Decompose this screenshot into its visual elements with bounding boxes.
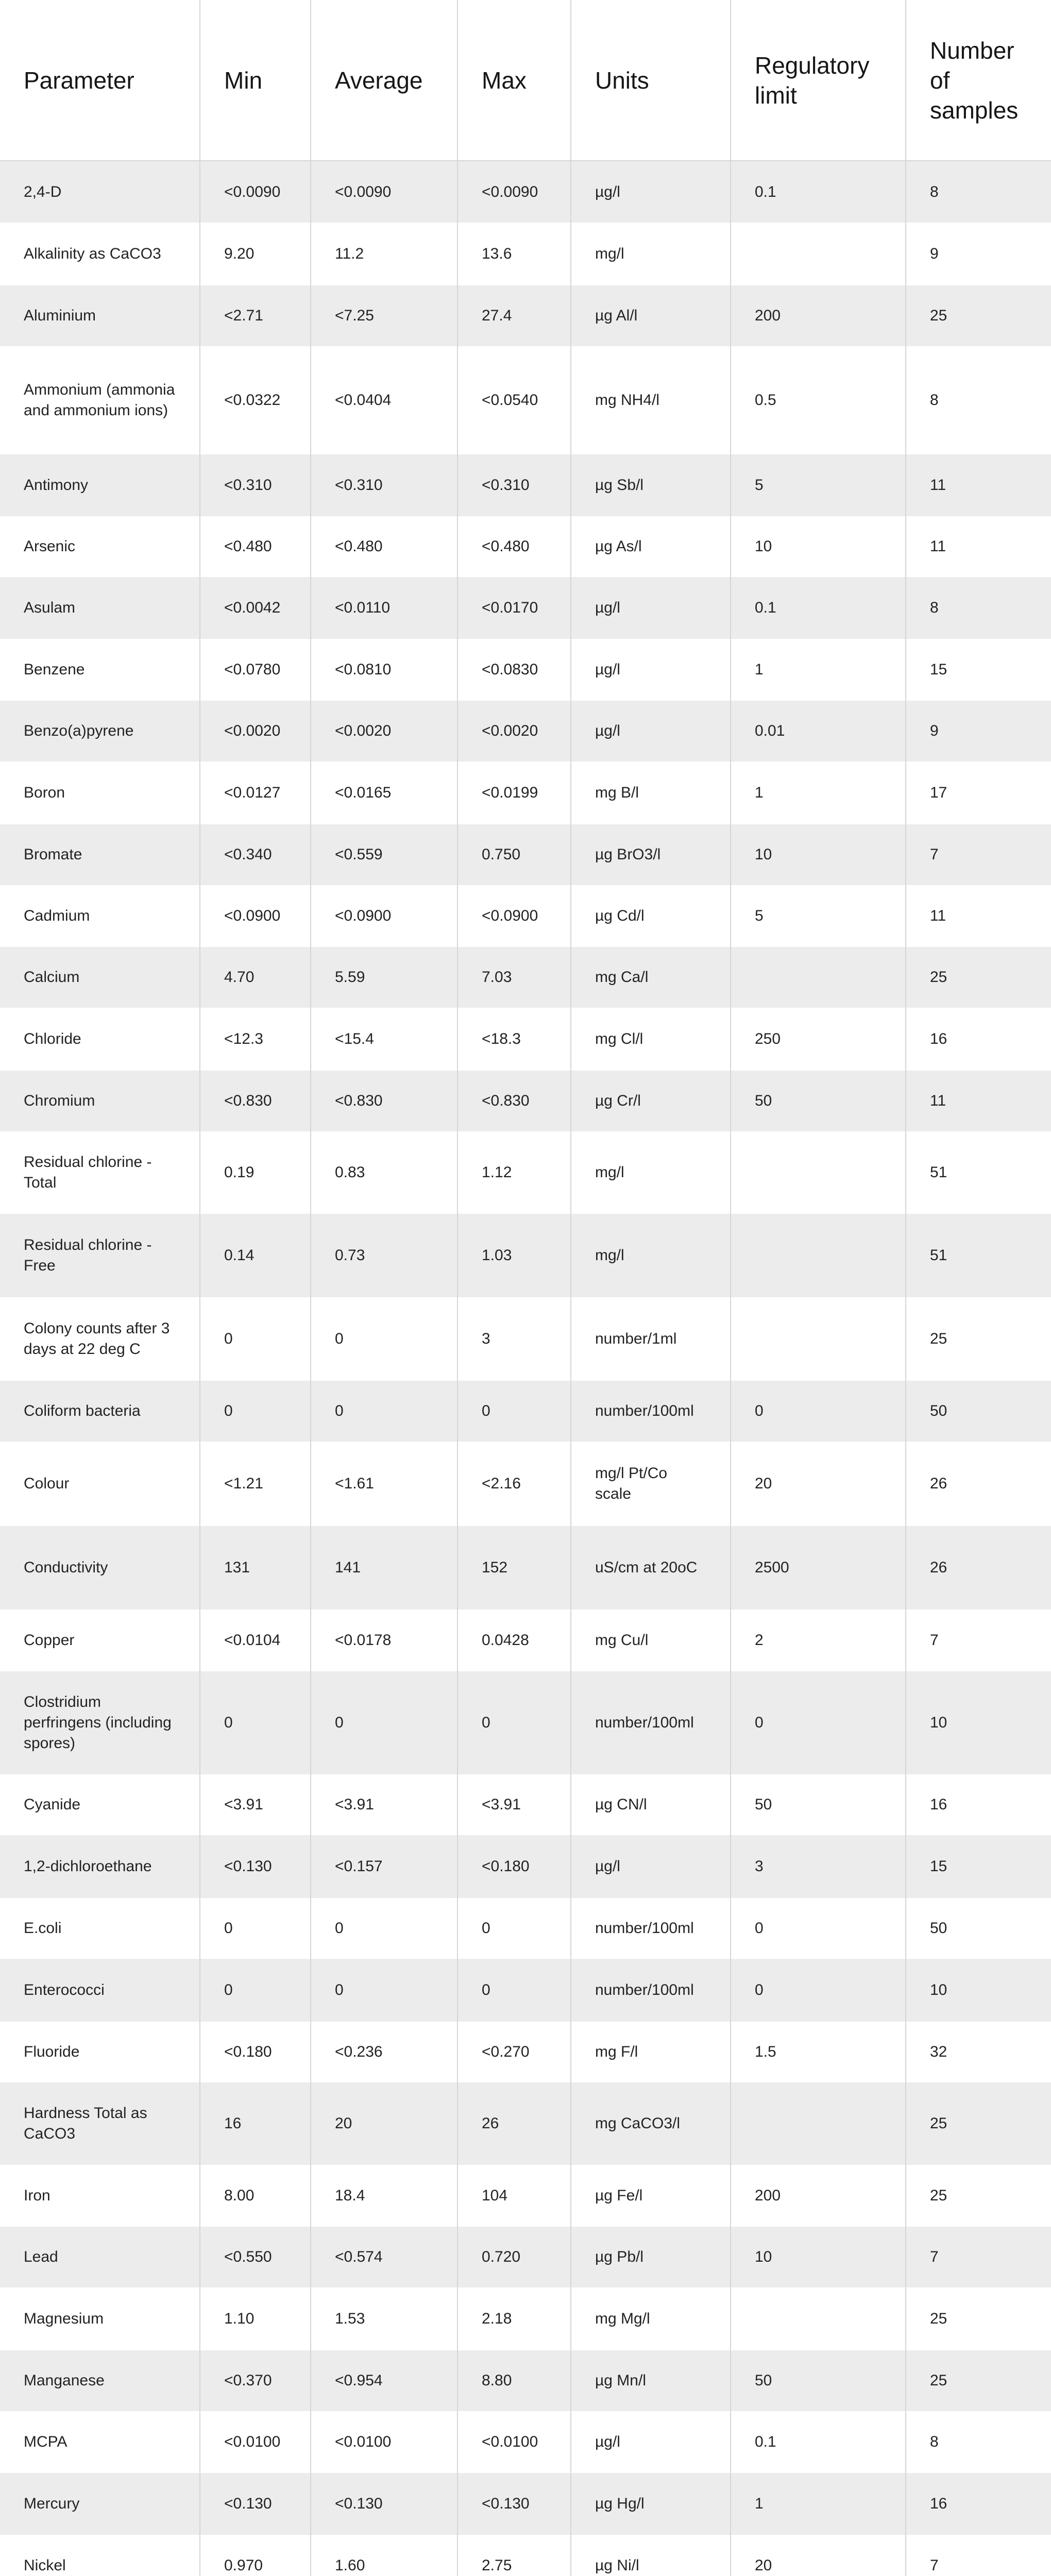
cell-regulatory-limit: 2: [731, 1609, 906, 1671]
cell-units: number/100ml: [571, 1959, 731, 2022]
table-row: [0, 1609, 1051, 1671]
cell-parameter: Lead: [0, 2227, 200, 2287]
cell-max: <0.130: [457, 2473, 571, 2535]
cell-min: 131: [200, 1526, 311, 1609]
cell-min: <0.0322: [200, 346, 311, 454]
cell-parameter: Benzo(a)pyrene: [0, 701, 200, 761]
cell-parameter: Residual chlorine - Total: [0, 1131, 200, 1214]
cell-average: <0.559: [311, 824, 457, 885]
cell-max: <0.0830: [457, 639, 571, 701]
table-row: [0, 2082, 1051, 2165]
cell-parameter: Colour: [0, 1442, 200, 1526]
cell-number-of-samples: 50: [906, 1381, 1051, 1442]
cell-regulatory-limit: 1: [731, 761, 906, 824]
table-row: [0, 639, 1051, 701]
cell-regulatory-limit: 250: [731, 1008, 906, 1071]
cell-max: 27.4: [457, 285, 571, 346]
cell-number-of-samples: 25: [906, 2082, 1051, 2165]
table-row: [0, 223, 1051, 285]
cell-regulatory-limit: 0.01: [731, 701, 906, 761]
cell-parameter: Mercury: [0, 2473, 200, 2535]
cell-min: 0: [200, 1381, 311, 1442]
cell-parameter: Colony counts after 3 days at 22 deg C: [0, 1297, 200, 1381]
cell-parameter: Clostridium perfringens (including spores): [0, 1671, 200, 1774]
cell-units: number/100ml: [571, 1381, 731, 1442]
cell-units: number/100ml: [571, 1671, 731, 1774]
cell-parameter: Bromate: [0, 824, 200, 885]
cell-units: µg/l: [571, 577, 731, 639]
table-row: [0, 824, 1051, 885]
cell-min: <0.310: [200, 454, 311, 516]
cell-parameter: Cadmium: [0, 885, 200, 947]
cell-max: <0.0170: [457, 577, 571, 639]
cell-parameter: Enterococci: [0, 1959, 200, 2022]
cell-regulatory-limit: 3: [731, 1835, 906, 1898]
cell-parameter: Arsenic: [0, 516, 200, 577]
cell-number-of-samples: 8: [906, 346, 1051, 454]
table-row: [0, 885, 1051, 947]
cell-max: <0.0020: [457, 701, 571, 761]
cell-min: <0.0090: [200, 161, 311, 223]
cell-min: <0.0104: [200, 1609, 311, 1671]
cell-parameter: Antimony: [0, 454, 200, 516]
cell-average: <0.0900: [311, 885, 457, 947]
cell-units: µg Cd/l: [571, 885, 731, 947]
table-row: [0, 2535, 1051, 2576]
cell-regulatory-limit: 10: [731, 2227, 906, 2287]
cell-units: mg NH4/l: [571, 346, 731, 454]
table-row: [0, 1442, 1051, 1526]
table-row: [0, 1008, 1051, 1071]
cell-number-of-samples: 51: [906, 1214, 1051, 1297]
table-row: [0, 2287, 1051, 2350]
cell-number-of-samples: 16: [906, 1008, 1051, 1071]
cell-average: 0: [311, 1959, 457, 2022]
column-header-average: Average: [311, 0, 457, 161]
table-row: [0, 1297, 1051, 1381]
table-row: [0, 1381, 1051, 1442]
cell-parameter: Cyanide: [0, 1774, 200, 1835]
cell-units: mg Mg/l: [571, 2287, 731, 2350]
cell-parameter: Copper: [0, 1609, 200, 1671]
table-row: [0, 2411, 1051, 2473]
cell-max: <18.3: [457, 1008, 571, 1071]
cell-number-of-samples: 8: [906, 161, 1051, 223]
column-header-max: Max: [457, 0, 571, 161]
cell-number-of-samples: 8: [906, 577, 1051, 639]
cell-regulatory-limit: 0.1: [731, 577, 906, 639]
cell-units: µg/l: [571, 639, 731, 701]
cell-parameter: Calcium: [0, 947, 200, 1008]
table-row: [0, 516, 1051, 577]
cell-number-of-samples: 50: [906, 1898, 1051, 1959]
cell-average: 0: [311, 1297, 457, 1381]
cell-units: mg F/l: [571, 2022, 731, 2082]
cell-number-of-samples: 25: [906, 2165, 1051, 2227]
cell-regulatory-limit: [731, 1214, 906, 1297]
cell-units: number/1ml: [571, 1297, 731, 1381]
cell-min: 16: [200, 2082, 311, 2165]
cell-regulatory-limit: 0: [731, 1898, 906, 1959]
cell-parameter: 1,2-dichloroethane: [0, 1835, 200, 1898]
cell-max: 2.18: [457, 2287, 571, 2350]
cell-units: µg Al/l: [571, 285, 731, 346]
cell-number-of-samples: 32: [906, 2022, 1051, 2082]
cell-regulatory-limit: 20: [731, 2535, 906, 2576]
cell-average: <0.0178: [311, 1609, 457, 1671]
cell-regulatory-limit: 1: [731, 2473, 906, 2535]
cell-parameter: Residual chlorine - Free: [0, 1214, 200, 1297]
column-header-number-of-samples: Number of samples: [906, 0, 1051, 161]
cell-parameter: Benzene: [0, 639, 200, 701]
cell-min: 9.20: [200, 223, 311, 285]
table-row: [0, 701, 1051, 761]
cell-min: <0.480: [200, 516, 311, 577]
table-row: [0, 947, 1051, 1008]
cell-max: 0: [457, 1671, 571, 1774]
cell-units: mg Cl/l: [571, 1008, 731, 1071]
cell-regulatory-limit: 20: [731, 1442, 906, 1526]
cell-parameter: Fluoride: [0, 2022, 200, 2082]
column-header-units: Units: [571, 0, 731, 161]
cell-units: mg/l: [571, 1131, 731, 1214]
cell-min: <0.340: [200, 824, 311, 885]
table-row: [0, 761, 1051, 824]
cell-parameter: Hardness Total as CaCO3: [0, 2082, 200, 2165]
cell-min: 0: [200, 1898, 311, 1959]
cell-regulatory-limit: [731, 1131, 906, 1214]
column-header-regulatory-limit: Regulatory limit: [731, 0, 906, 161]
cell-min: 0.19: [200, 1131, 311, 1214]
cell-min: <0.130: [200, 1835, 311, 1898]
cell-min: <0.550: [200, 2227, 311, 2287]
cell-parameter: Ammonium (ammonia and ammonium ions): [0, 346, 200, 454]
cell-min: <3.91: [200, 1774, 311, 1835]
table-row: [0, 2165, 1051, 2227]
cell-max: 0.720: [457, 2227, 571, 2287]
cell-units: mg/l: [571, 223, 731, 285]
cell-parameter: Chromium: [0, 1071, 200, 1131]
cell-max: <0.0199: [457, 761, 571, 824]
cell-average: <0.157: [311, 1835, 457, 1898]
column-header-min: Min: [200, 0, 311, 161]
cell-parameter: Magnesium: [0, 2287, 200, 2350]
cell-average: 5.59: [311, 947, 457, 1008]
cell-regulatory-limit: 10: [731, 516, 906, 577]
cell-regulatory-limit: 50: [731, 1071, 906, 1131]
cell-units: µg BrO3/l: [571, 824, 731, 885]
cell-parameter: Nickel: [0, 2535, 200, 2576]
cell-max: 0.750: [457, 824, 571, 885]
cell-average: <0.236: [311, 2022, 457, 2082]
cell-max: <0.0540: [457, 346, 571, 454]
cell-regulatory-limit: 0.1: [731, 161, 906, 223]
table-row: [0, 2350, 1051, 2411]
cell-regulatory-limit: [731, 2082, 906, 2165]
cell-regulatory-limit: 5: [731, 885, 906, 947]
cell-regulatory-limit: 200: [731, 285, 906, 346]
cell-number-of-samples: 7: [906, 2227, 1051, 2287]
cell-average: <0.310: [311, 454, 457, 516]
cell-parameter: Iron: [0, 2165, 200, 2227]
cell-number-of-samples: 16: [906, 1774, 1051, 1835]
cell-average: <0.0090: [311, 161, 457, 223]
cell-parameter: MCPA: [0, 2411, 200, 2473]
cell-parameter: Asulam: [0, 577, 200, 639]
cell-units: mg CaCO3/l: [571, 2082, 731, 2165]
cell-max: 26: [457, 2082, 571, 2165]
cell-average: <15.4: [311, 1008, 457, 1071]
cell-regulatory-limit: 10: [731, 824, 906, 885]
cell-max: <0.0090: [457, 161, 571, 223]
cell-units: µg Hg/l: [571, 2473, 731, 2535]
cell-max: 2.75: [457, 2535, 571, 2576]
cell-units: mg Ca/l: [571, 947, 731, 1008]
column-header-parameter: Parameter: [0, 0, 200, 161]
cell-regulatory-limit: [731, 2287, 906, 2350]
cell-min: <0.130: [200, 2473, 311, 2535]
cell-number-of-samples: 11: [906, 885, 1051, 947]
cell-min: <0.370: [200, 2350, 311, 2411]
table-row: [0, 1526, 1051, 1609]
table-row: [0, 2227, 1051, 2287]
cell-units: µg Ni/l: [571, 2535, 731, 2576]
cell-average: 1.60: [311, 2535, 457, 2576]
cell-number-of-samples: 25: [906, 2350, 1051, 2411]
cell-average: <0.0110: [311, 577, 457, 639]
cell-average: 20: [311, 2082, 457, 2165]
cell-max: 8.80: [457, 2350, 571, 2411]
cell-units: µg As/l: [571, 516, 731, 577]
cell-max: <0.830: [457, 1071, 571, 1131]
cell-number-of-samples: 11: [906, 516, 1051, 577]
cell-average: <0.0100: [311, 2411, 457, 2473]
cell-average: <0.0165: [311, 761, 457, 824]
cell-min: 0.14: [200, 1214, 311, 1297]
cell-number-of-samples: 51: [906, 1131, 1051, 1214]
cell-average: 1.53: [311, 2287, 457, 2350]
cell-max: 0.0428: [457, 1609, 571, 1671]
cell-units: µg Sb/l: [571, 454, 731, 516]
cell-min: 0.970: [200, 2535, 311, 2576]
cell-parameter: Chloride: [0, 1008, 200, 1071]
cell-units: µg/l: [571, 1835, 731, 1898]
cell-min: <0.0127: [200, 761, 311, 824]
cell-regulatory-limit: 0.1: [731, 2411, 906, 2473]
cell-regulatory-limit: 0: [731, 1959, 906, 2022]
cell-average: 0: [311, 1381, 457, 1442]
cell-number-of-samples: 7: [906, 824, 1051, 885]
cell-max: 13.6: [457, 223, 571, 285]
cell-max: 7.03: [457, 947, 571, 1008]
cell-average: 0: [311, 1898, 457, 1959]
cell-parameter: E.coli: [0, 1898, 200, 1959]
cell-number-of-samples: 9: [906, 223, 1051, 285]
cell-min: <2.71: [200, 285, 311, 346]
cell-number-of-samples: 25: [906, 947, 1051, 1008]
cell-units: µg/l: [571, 161, 731, 223]
cell-number-of-samples: 26: [906, 1526, 1051, 1609]
cell-min: <12.3: [200, 1008, 311, 1071]
cell-min: 0: [200, 1671, 311, 1774]
cell-max: 0: [457, 1959, 571, 2022]
cell-max: <0.480: [457, 516, 571, 577]
cell-number-of-samples: 16: [906, 2473, 1051, 2535]
table-row: [0, 1835, 1051, 1898]
cell-regulatory-limit: [731, 947, 906, 1008]
cell-number-of-samples: 7: [906, 1609, 1051, 1671]
cell-units: µg/l: [571, 2411, 731, 2473]
cell-min: <0.0020: [200, 701, 311, 761]
cell-units: µg/l: [571, 701, 731, 761]
cell-parameter: 2,4-D: [0, 161, 200, 223]
cell-average: 0.83: [311, 1131, 457, 1214]
table-row: [0, 454, 1051, 516]
cell-number-of-samples: 25: [906, 1297, 1051, 1381]
cell-average: <3.91: [311, 1774, 457, 1835]
cell-regulatory-limit: 50: [731, 1774, 906, 1835]
cell-number-of-samples: 7: [906, 2535, 1051, 2576]
table-row: [0, 1774, 1051, 1835]
table-header: [0, 0, 1051, 161]
cell-min: <1.21: [200, 1442, 311, 1526]
cell-regulatory-limit: 0: [731, 1671, 906, 1774]
cell-min: <0.830: [200, 1071, 311, 1131]
table-row: [0, 1671, 1051, 1774]
cell-average: 0: [311, 1671, 457, 1774]
cell-max: <0.270: [457, 2022, 571, 2082]
cell-max: <0.0900: [457, 885, 571, 947]
cell-units: mg B/l: [571, 761, 731, 824]
cell-number-of-samples: 10: [906, 1959, 1051, 2022]
cell-regulatory-limit: 5: [731, 454, 906, 516]
cell-average: 18.4: [311, 2165, 457, 2227]
cell-max: <0.310: [457, 454, 571, 516]
table-row: [0, 1898, 1051, 1959]
cell-parameter: Boron: [0, 761, 200, 824]
cell-max: 1.12: [457, 1131, 571, 1214]
cell-average: 0.73: [311, 1214, 457, 1297]
cell-min: 1.10: [200, 2287, 311, 2350]
cell-average: <0.130: [311, 2473, 457, 2535]
cell-min: 8.00: [200, 2165, 311, 2227]
cell-regulatory-limit: 0.5: [731, 346, 906, 454]
table-row: [0, 285, 1051, 346]
cell-regulatory-limit: 2500: [731, 1526, 906, 1609]
cell-parameter: Alkalinity as CaCO3: [0, 223, 200, 285]
cell-number-of-samples: 25: [906, 285, 1051, 346]
cell-number-of-samples: 17: [906, 761, 1051, 824]
cell-max: 152: [457, 1526, 571, 1609]
cell-max: 0: [457, 1898, 571, 1959]
cell-regulatory-limit: 200: [731, 2165, 906, 2227]
cell-units: mg Cu/l: [571, 1609, 731, 1671]
cell-average: <7.25: [311, 285, 457, 346]
cell-number-of-samples: 11: [906, 1071, 1051, 1131]
cell-max: 104: [457, 2165, 571, 2227]
cell-number-of-samples: 15: [906, 639, 1051, 701]
cell-units: mg/l: [571, 1214, 731, 1297]
cell-min: <0.0042: [200, 577, 311, 639]
cell-parameter: Conductivity: [0, 1526, 200, 1609]
cell-regulatory-limit: [731, 223, 906, 285]
cell-average: <0.0810: [311, 639, 457, 701]
cell-units: µg Pb/l: [571, 2227, 731, 2287]
cell-average: <0.0020: [311, 701, 457, 761]
cell-units: number/100ml: [571, 1898, 731, 1959]
cell-units: mg/l Pt/Co scale: [571, 1442, 731, 1526]
cell-min: 0: [200, 1297, 311, 1381]
cell-max: <0.180: [457, 1835, 571, 1898]
cell-number-of-samples: 9: [906, 701, 1051, 761]
cell-min: <0.180: [200, 2022, 311, 2082]
table-row: [0, 1214, 1051, 1297]
cell-number-of-samples: 25: [906, 2287, 1051, 2350]
cell-number-of-samples: 10: [906, 1671, 1051, 1774]
cell-min: 4.70: [200, 947, 311, 1008]
cell-max: <2.16: [457, 1442, 571, 1526]
cell-average: <0.480: [311, 516, 457, 577]
cell-parameter: Manganese: [0, 2350, 200, 2411]
cell-regulatory-limit: 50: [731, 2350, 906, 2411]
table-row: [0, 1959, 1051, 2022]
table-row: [0, 577, 1051, 639]
cell-min: <0.0100: [200, 2411, 311, 2473]
cell-number-of-samples: 15: [906, 1835, 1051, 1898]
cell-units: µg CN/l: [571, 1774, 731, 1835]
cell-units: uS/cm at 20oC: [571, 1526, 731, 1609]
cell-average: <0.830: [311, 1071, 457, 1131]
table-body: [0, 161, 1051, 2576]
cell-min: 0: [200, 1959, 311, 2022]
cell-parameter: Coliform bacteria: [0, 1381, 200, 1442]
cell-regulatory-limit: 0: [731, 1381, 906, 1442]
cell-units: µg Cr/l: [571, 1071, 731, 1131]
table-row: [0, 1071, 1051, 1131]
cell-max: <3.91: [457, 1774, 571, 1835]
cell-average: 11.2: [311, 223, 457, 285]
cell-average: <0.574: [311, 2227, 457, 2287]
cell-average: <1.61: [311, 1442, 457, 1526]
cell-regulatory-limit: [731, 1297, 906, 1381]
cell-number-of-samples: 11: [906, 454, 1051, 516]
cell-parameter: Aluminium: [0, 285, 200, 346]
cell-min: <0.0780: [200, 639, 311, 701]
cell-max: 3: [457, 1297, 571, 1381]
cell-average: 141: [311, 1526, 457, 1609]
table-row: [0, 2022, 1051, 2082]
cell-average: <0.0404: [311, 346, 457, 454]
table-row: [0, 2473, 1051, 2535]
cell-max: 1.03: [457, 1214, 571, 1297]
cell-max: 0: [457, 1381, 571, 1442]
cell-min: <0.0900: [200, 885, 311, 947]
cell-units: µg Fe/l: [571, 2165, 731, 2227]
cell-max: <0.0100: [457, 2411, 571, 2473]
cell-number-of-samples: 8: [906, 2411, 1051, 2473]
cell-units: µg Mn/l: [571, 2350, 731, 2411]
header-row: [0, 0, 1051, 161]
table-row: [0, 346, 1051, 454]
cell-number-of-samples: 26: [906, 1442, 1051, 1526]
cell-regulatory-limit: 1.5: [731, 2022, 906, 2082]
table-row: [0, 161, 1051, 223]
cell-regulatory-limit: 1: [731, 639, 906, 701]
table-row: [0, 1131, 1051, 1214]
cell-average: <0.954: [311, 2350, 457, 2411]
